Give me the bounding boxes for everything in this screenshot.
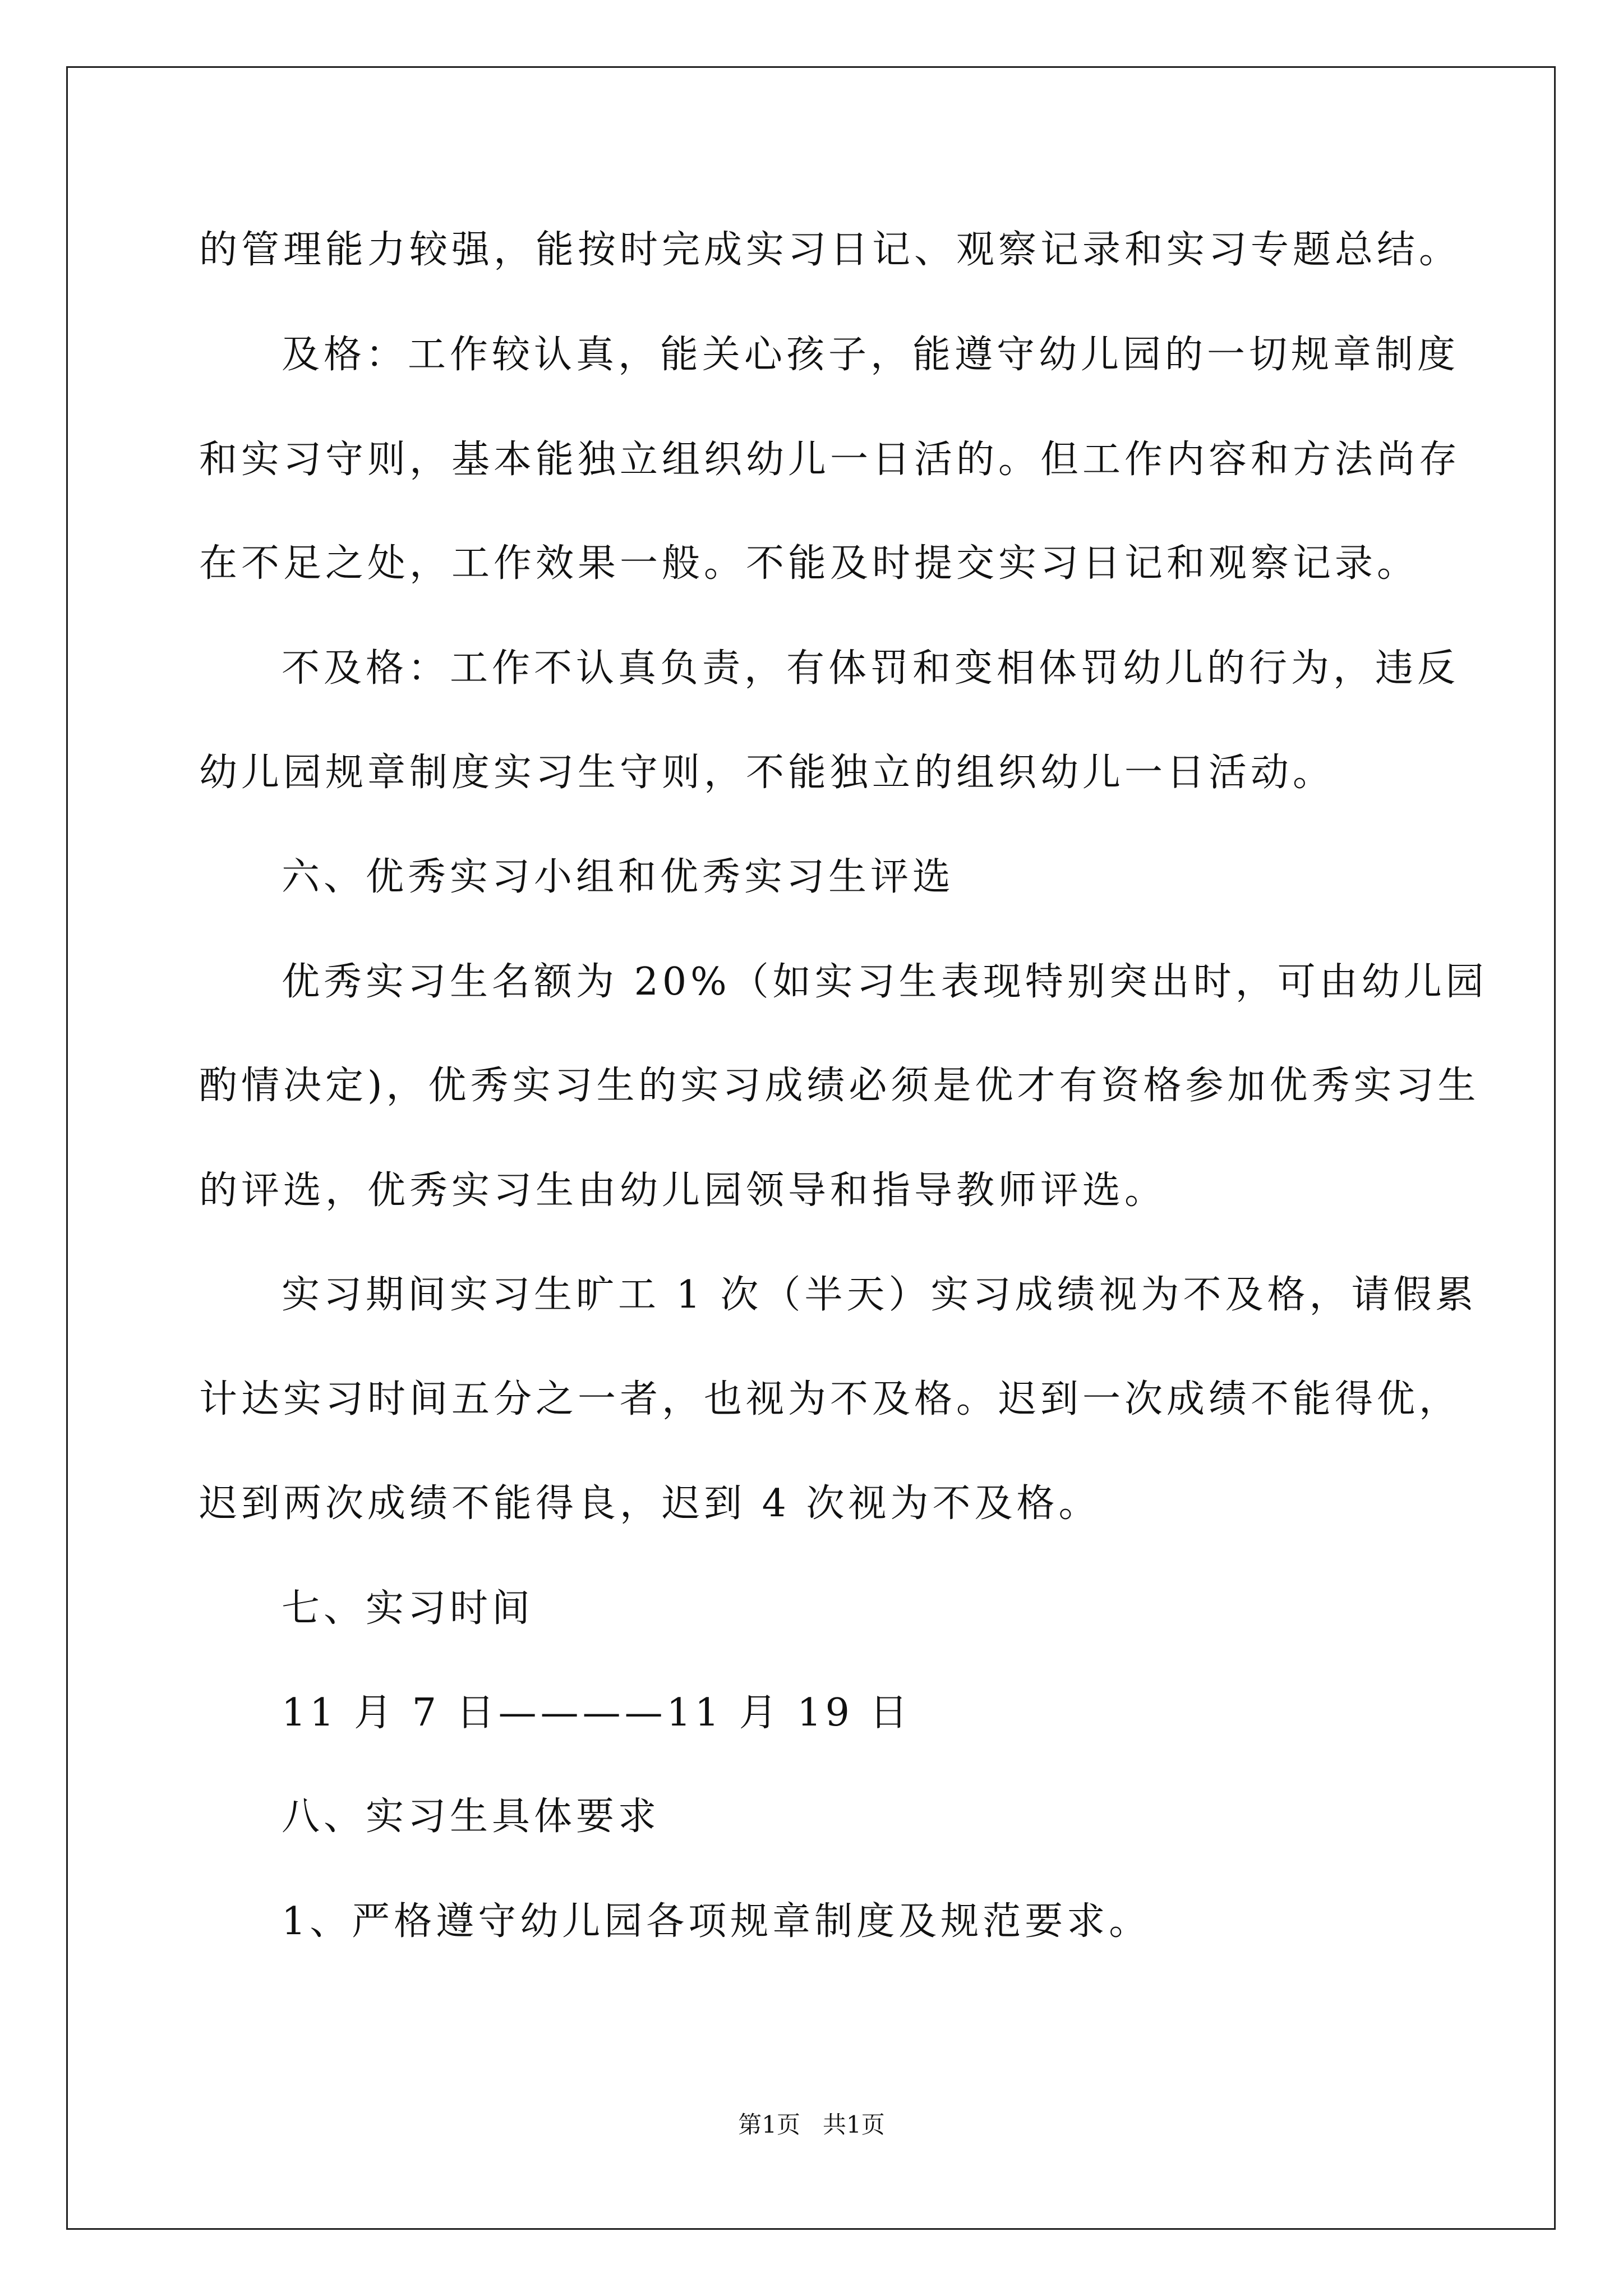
paragraph-line: 的管理能力较强，能按时完成实习日记、观察记录和实习专题总结。 [199, 228, 1461, 272]
list-item: 1、严格遵守幼儿园各项规章制度及规范要求。 [282, 1899, 1151, 1944]
paragraph-line: 酌情决定)，优秀实习生的实习成绩必须是优才有资格参加优秀实习生 [199, 1064, 1480, 1108]
page-footer: 第1页 共1页 [738, 2111, 885, 2138]
paragraph-line: 计达实习时间五分之一者，也视为不及格。迟到一次成绩不能得优， [199, 1377, 1461, 1421]
paragraph-line: 的评选，优秀实习生由幼儿园领导和指导教师评选。 [199, 1168, 1167, 1213]
date-range: 11 月 7 日————11 月 19 日 [282, 1691, 912, 1735]
paragraph-line: 和实习守则，基本能独立组织幼儿一日活的。但工作内容和方法尚存 [199, 438, 1461, 482]
paragraph-line: 在不足之处，工作效果一般。不能及时提交实习日记和观察记录。 [199, 541, 1419, 586]
paragraph-line: 实习期间实习生旷工 1 次（半天）实习成绩视为不及格，请假累 [282, 1273, 1478, 1317]
paragraph-line: 幼儿园规章制度实习生守则，不能独立的组织幼儿一日活动。 [199, 751, 1335, 795]
section-heading: 六、优秀实习小组和优秀实习生评选 [282, 855, 955, 899]
section-heading: 七、实习时间 [282, 1586, 534, 1631]
section-heading: 八、实习生具体要求 [282, 1795, 661, 1839]
paragraph-line: 迟到两次成绩不能得良，迟到 4 次视为不及格。 [199, 1481, 1101, 1526]
paragraph-line: 及格：工作较认真，能关心孩子，能遵守幼儿园的一切规章制度 [282, 333, 1460, 377]
paragraph-line: 不及格：工作不认真负责，有体罚和变相体罚幼儿的行为，违反 [282, 646, 1460, 691]
paragraph-line: 优秀实习生名额为 20%（如实习生表现特别突出时，可由幼儿园 [282, 960, 1488, 1004]
